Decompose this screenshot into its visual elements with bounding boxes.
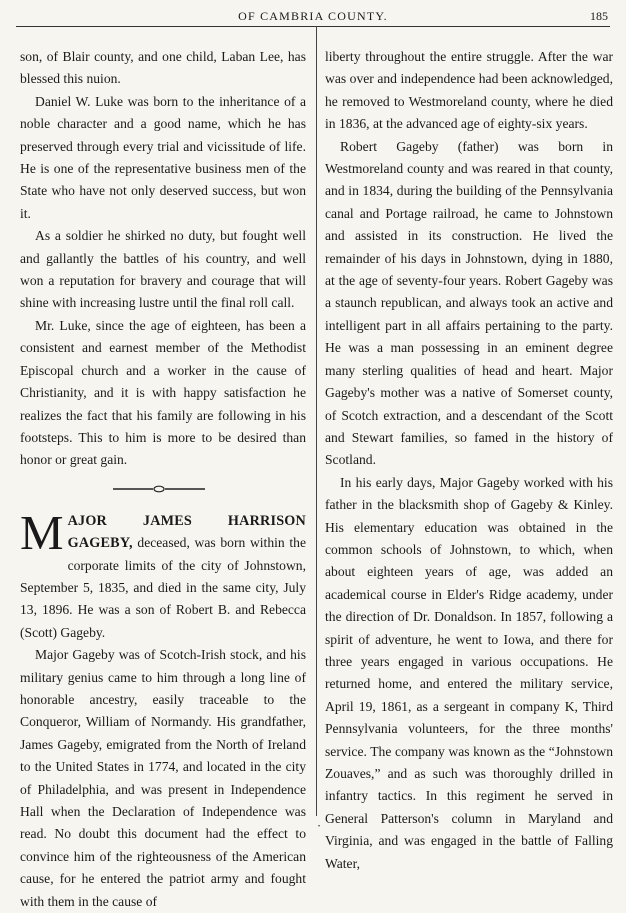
- paragraph: Major Gageby was of Scotch-Irish stock, and his military genius came to him through a long line of honorable ancestry, easily traceable to the Conqueror, William of Normandy. His grandfather, James Gageby, emigrated from the North of Ireland to the United States in 1774, and located in the city of Philadelphia, and was present in Independence Hall when the Declaration of Independence was read. No doubt this document had the effect to convince him of the righteousness of the American cause, for he entered the patriot army and fought with them in the cause of: [20, 647, 306, 909]
- biography-heading: [20, 504, 306, 644]
- paragraph: Robert Gageby (father) was born in Westmoreland county and was reared in that county, and in 1834, during the building of the Pennsylvania canal and Portage railroad, he came to Johnstown and assisted in its construction. He lived the remainder of his days in Johnstown, dying in 1880, at the age of seventy-four years. Robert Gageby was a staunch republican, and always took an active and intelligent part in all affairs pertaining to the party. He was a man possessing in an eminent degree many sterling qualities of head and heart. Major Gageby's mother was a native of Somerset county, of Scotch extraction, and a descendant of the Scott and Stewart families, so famed in the history of Scotland.: [325, 138, 613, 468]
- footer-mark: •: [318, 824, 321, 830]
- ornament-rule-icon: [113, 484, 205, 494]
- running-header: [16, 9, 610, 27]
- paragraph: In his early days, Major Gageby worked with his father in the blacksmith shop of Gageby & Kinley. His elementary education was obtained in the common schools of Johnstown, to which, when about eighteen years of age, was added an academical course in Elder's Ridge academy, under the direction of Dr. Donaldson. In 1857, following a spirit of adventure, he went to Iowa, and there for three years engaged in various occupations. He returned home, and entered the military service, April 19, 1861, as a sergeant in company K, Third Pennsylvania volunteers, for the three months' service. The company was known as the “Johnstown Zouaves,” and as such was thoroughly drilled in infantry tactics. In this regiment he served in General Patterson's column in Maryland and Virginia, and was engaged in the battle of Falling Water,: [325, 474, 613, 871]
- header-rule: [16, 26, 610, 27]
- subject-name: AJOR JAMES HARRISON GAGEBY,: [67, 512, 306, 552]
- right-column: [325, 46, 613, 875]
- column-divider: [316, 26, 317, 816]
- heading-text: deceased, was born within the corporate limits of the city of Johnstown, September 5, 1835, and died in the same city, July 13, 1896. He was a son of Robert B. and Rebecca (Scott) Gageby.: [20, 535, 306, 640]
- paragraph: liberty throughout the entire struggle. After the war was over and independence had been acknowledged, he removed to Westmoreland county, where he died in 1836, at the advanced age of eighty-six years.: [325, 49, 613, 132]
- page-number: 185: [590, 9, 608, 23]
- paragraph: Daniel W. Luke was born to the inheritance of a noble character and a good name, which he has preserved through every trial and vicissitude of life. He is one of the representative business men of the State who have not only deserved success, but won it.: [20, 93, 306, 221]
- paragraph: son, of Blair county, and one child, Laban Lee, has blessed this nuion.: [20, 49, 306, 87]
- paragraph: As a soldier he shirked no duty, but fought well and gallantly the battles of his country, and well won a reputation for bravery and courage that will shine with increasing lustre until the final roll call.: [20, 228, 306, 311]
- paragraph: Mr. Luke, since the age of eighteen, has been a consistent and earnest member of the Methodist Episcopal church and a worker in the cause of Christianity, and it is with happy satisfaction he realizes the fact that his family are following in his footsteps. This to him is more to be desired than honor or great gain.: [20, 317, 306, 468]
- left-column: [20, 46, 306, 913]
- running-title: OF CAMBRIA COUNTY.: [238, 9, 388, 23]
- drop-cap: M: [20, 504, 64, 560]
